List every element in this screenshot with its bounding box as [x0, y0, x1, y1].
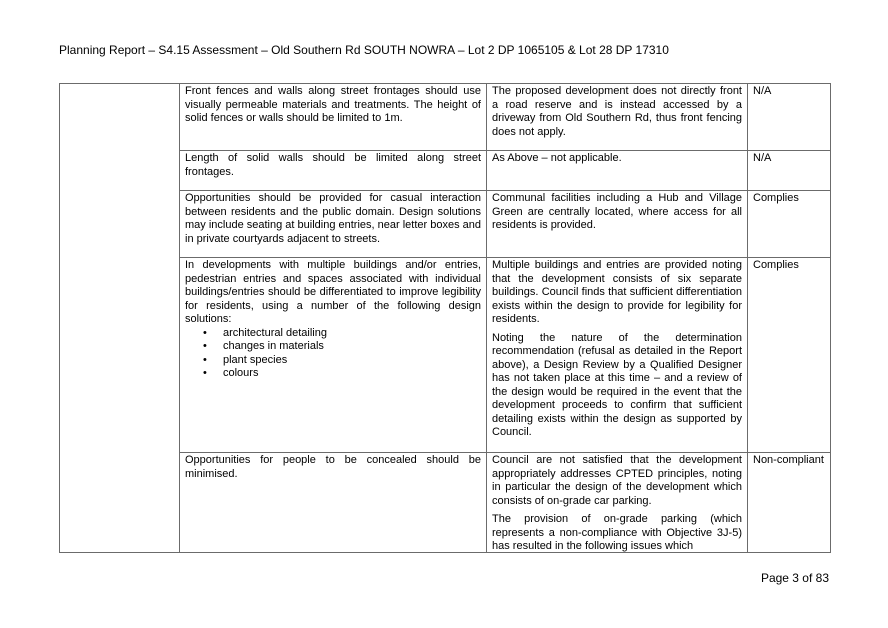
comment-cell [487, 151, 748, 191]
status-cell: Non-compliant [748, 453, 831, 553]
comment-cell [487, 453, 748, 553]
status-cell: N/A [748, 151, 831, 191]
comment-paragraph: Communal facilities including a Hub and Village Green are centrally located, where access for all residents is provided. [492, 192, 742, 231]
control-cell: Opportunities for people to be concealed should be minimised. [180, 453, 487, 553]
control-cell [180, 258, 487, 453]
control-cell: Opportunities should be provided for casual interaction between residents and the public domain. Design solutions may include seating at building entries, near letter boxes and in private courtyards adjacent to streets. [180, 191, 487, 258]
list-item: • plant species [223, 354, 481, 368]
comment-paragraph: The proposed development does not directly front a road reserve and is instead accessed by a driveway from Old Southern Rd, thus front fencing does not apply. [492, 85, 742, 138]
status-cell: Complies [748, 258, 831, 453]
control-text: In developments with multiple buildings and/or entries, pedestrian entries and spaces associated with individual buildings/entries should be differentiated to improve legibility for residents, using a number of the following design solutions: [185, 259, 481, 325]
table-row [60, 84, 831, 151]
comment-clip [492, 454, 742, 552]
control-cell: Front fences and walls along street frontages should use visually permeable materials and treatments. The height of solid fences or walls should be limited to 1m. [180, 84, 487, 151]
comment-paragraph: Multiple buildings and entries are provided noting that the development consists of six separate buildings. Council finds that sufficient differentiation exists within the design to provide for legibility for residents. [492, 259, 742, 325]
comment-paragraph: The provision of on-grade parking (which represents a non-compliance with Objective 3J-5) has resulted in the following issues which [492, 513, 742, 552]
empty-cell [60, 84, 180, 553]
page-header: Planning Report – S4.15 Assessment – Old Southern Rd SOUTH NOWRA – Lot 2 DP 1065105 & Lot 28 DP 17310 [59, 43, 669, 57]
control-cell: Length of solid walls should be limited along street frontages. [180, 151, 487, 191]
comment-cell [487, 84, 748, 151]
comment-cell [487, 191, 748, 258]
comment-paragraph: Council are not satisfied that the development appropriately addresses CPTED principles, noting in particular the design of the development which consists of on-grade car parking. [492, 454, 742, 507]
comment-cell [487, 258, 748, 453]
list-item: • colours [223, 367, 481, 381]
list-item: • architectural detailing [223, 327, 481, 341]
comment-paragraph: As Above – not applicable. [492, 152, 622, 164]
list-item: • changes in materials [223, 340, 481, 354]
status-cell: Complies [748, 191, 831, 258]
page-number: Page 3 of 83 [760, 571, 829, 585]
comment-paragraph: Noting the nature of the determination recommendation (refusal as detailed in the Report above), a Design Review by a Qualified Designer has not taken place at this time – and a review of the design would be required in the event that the development proceeds to confirm that sufficient detailing exists within the design as supported by Council. [492, 331, 742, 438]
status-cell: N/A [748, 84, 831, 151]
assessment-table [59, 83, 831, 553]
design-solutions-list [185, 327, 481, 381]
